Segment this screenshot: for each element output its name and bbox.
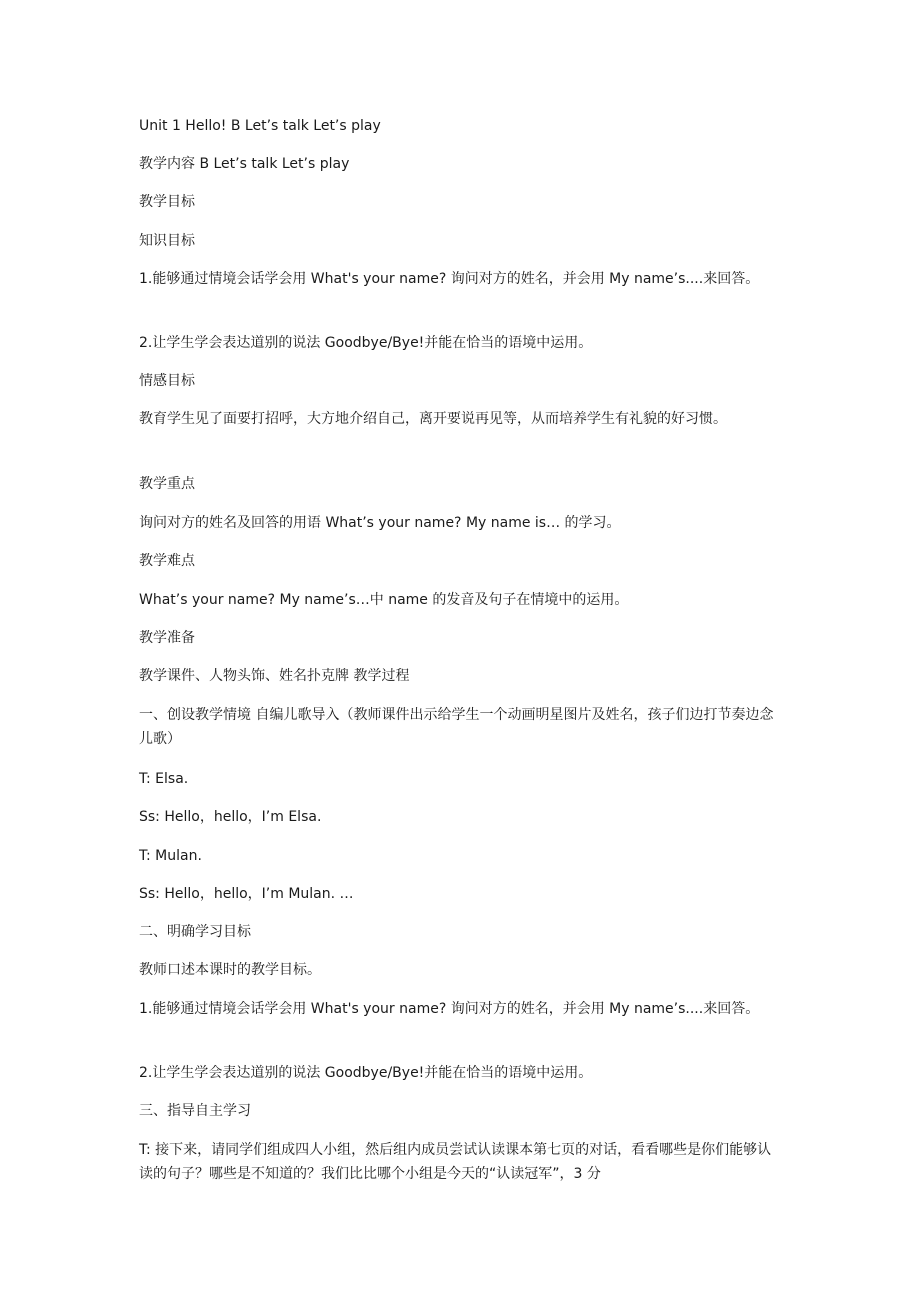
paragraph: 教学内容 B Let’s talk Let’s play xyxy=(139,156,350,172)
section-heading: 教学目标 xyxy=(139,194,195,210)
section-heading: 情感目标 xyxy=(139,373,195,389)
paragraph: 一、创设教学情境 自编儿歌导入（教师课件出示给学生一个动画明星图片及姓名，孩子们边打节奏边念儿歌） xyxy=(139,707,774,747)
paragraph: 2.让学生学会表达道别的说法 Goodbye/Bye!并能在恰当的语境中运用。 xyxy=(139,1065,593,1081)
section-heading: 教学难点 xyxy=(139,553,195,569)
section-heading: 三、指导自主学习 xyxy=(139,1103,251,1119)
paragraph: 2.让学生学会表达道别的说法 Goodbye/Bye!并能在恰当的语境中运用。 xyxy=(139,335,593,351)
dialogue-line: Ss: Hello，hello，I’m Elsa. xyxy=(139,809,322,825)
section-heading: 教学重点 xyxy=(139,476,195,492)
paragraph: 教学课件、人物头饰、姓名扑克牌 教学过程 xyxy=(139,668,410,684)
section-heading: 知识目标 xyxy=(139,233,195,249)
paragraph: T: 接下来，请同学们组成四人小组，然后组内成员尝试认读课本第七页的对话，看看哪些是你们能够认读的句子？哪些是不知道的？我们比比哪个小组是今天的“认读冠军”，3 分 xyxy=(139,1142,772,1182)
paragraph: 1.能够通过情境会话学会用 What's your name? 询问对方的姓名，并会用 My name’s....来回答。 xyxy=(139,271,760,287)
paragraph: 教师口述本课时的教学目标。 xyxy=(139,962,321,978)
paragraph: 教育学生见了面要打招呼，大方地介绍自己，离开要说再见等，从而培养学生有礼貌的好习惯。 xyxy=(139,411,727,427)
section-heading: 二、明确学习目标 xyxy=(139,924,251,940)
dialogue-line: Ss: Hello，hello，I’m Mulan. … xyxy=(139,886,354,902)
section-heading: 教学准备 xyxy=(139,630,195,646)
title-paragraph: Unit 1 Hello! B Let’s talk Let’s play xyxy=(139,118,381,134)
paragraph: 1.能够通过情境会话学会用 What's your name? 询问对方的姓名，并会用 My name’s....来回答。 xyxy=(139,1001,760,1017)
paragraph: 询问对方的姓名及回答的用语 What’s your name? My name is… 的学习。 xyxy=(139,515,621,531)
paragraph: What’s your name? My name’s…中 name 的发音及句子在情境中的运用。 xyxy=(139,592,629,608)
dialogue-line: T: Elsa. xyxy=(139,771,189,787)
dialogue-line: T: Mulan. xyxy=(139,848,202,864)
